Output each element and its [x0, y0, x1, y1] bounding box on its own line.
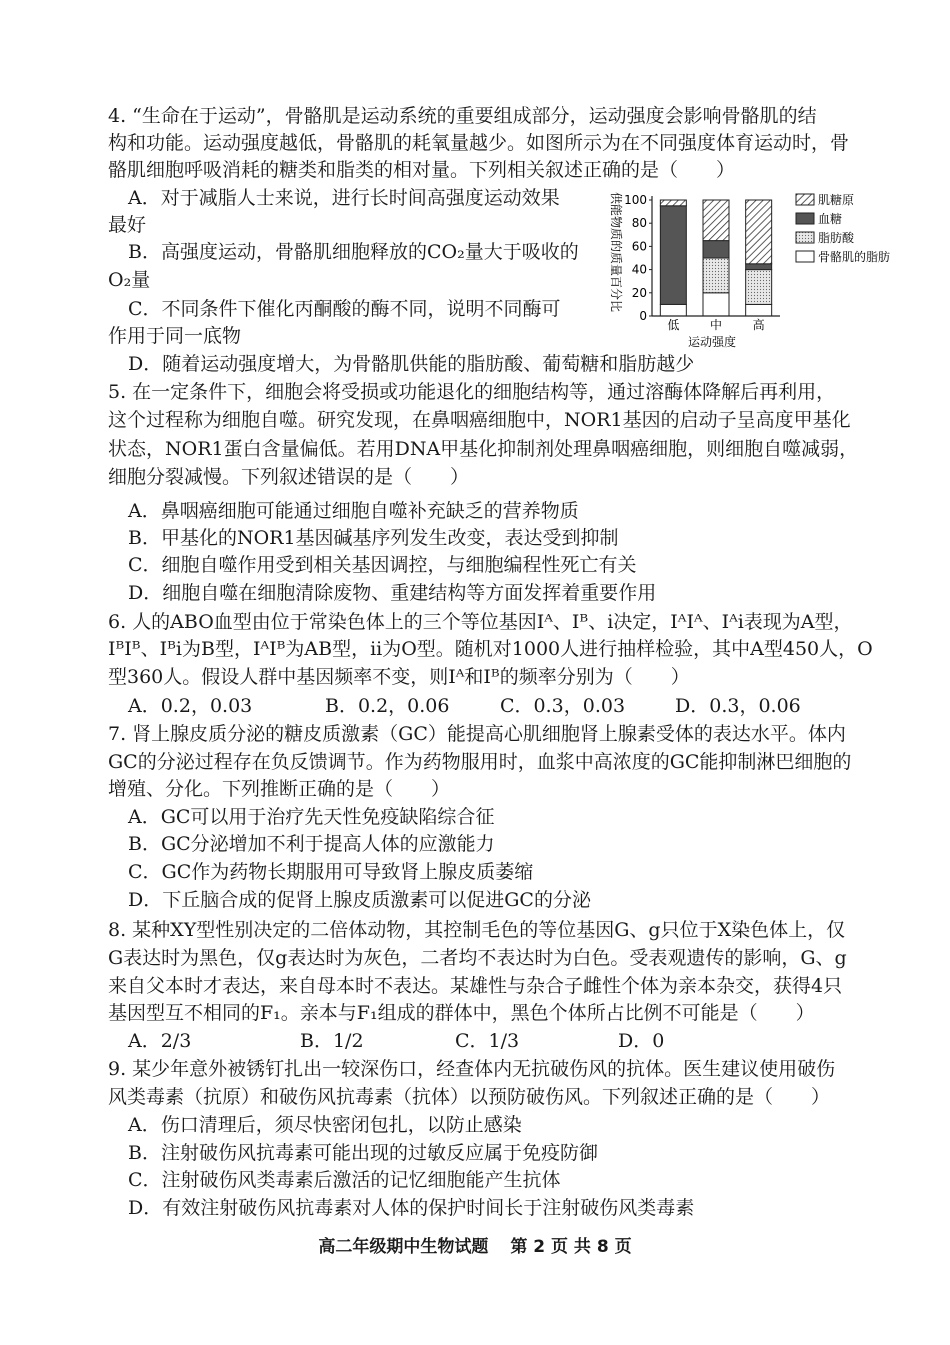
q8-stem-line-1: 8. 某种XY型性别决定的二倍体动物，其控制毛色的等位基因G、g只位于X染色体上，仅: [108, 919, 846, 941]
q5-stem-line-1: 5. 在一定条件下，细胞会将受损或功能退化的细胞结构等，通过溶酶体降解后再利用，: [108, 381, 836, 403]
q8-option-b: B．1/2: [300, 1030, 364, 1052]
q5-stem-line-4: 细胞分裂减慢。下列叙述错误的是（ ）: [108, 466, 470, 488]
q4-option-a: A．对于减脂人士来说，进行长时间高强度运动效果: [128, 187, 560, 209]
bar-segment: [703, 200, 729, 241]
bar-segment: [660, 200, 686, 206]
q8-stem-line-3: 来自父本时才表达，来自母本时不表达。某雄性与杂合子雌性个体为亲本杂交，获得4只: [108, 975, 843, 997]
legend-swatch: [796, 251, 814, 262]
q6-stem-line-3: 型360人。假设人群中基因频率不变，则Iᴬ和Iᴮ的频率分别为（ ）: [108, 666, 690, 688]
y-tick-label: 100: [624, 193, 647, 207]
q5-option-c: C．细胞自噬作用受到相关基因调控，与细胞编程性死亡有关: [128, 554, 637, 576]
x-tick-label: 高: [752, 318, 765, 332]
q4-stem-line-2: 构和功能。运动强度越低，骨骼肌的耗氧量越少。如图所示为在不同强度体育运动时，骨: [108, 132, 850, 154]
q9-option-c: C．注射破伤风类毒素后激活的记忆细胞能产生抗体: [128, 1169, 561, 1191]
bar-segment: [746, 200, 772, 264]
y-tick-label: 20: [631, 285, 647, 300]
q8-stem-line-2: G表达时为黑色，仅g表达时为灰色，二者均不表达时为白色。受表观遗传的影响，G、g: [108, 947, 847, 969]
x-tick-label: 低: [667, 318, 680, 332]
q4-option-c-cont: 作用于同一底物: [108, 325, 242, 347]
q5-option-b: B．甲基化的NOR1基因碱基序列发生改变，表达受到抑制: [128, 527, 619, 549]
legend-label: 肌糖原: [818, 193, 855, 207]
q4-option-b-cont: O₂量: [108, 269, 151, 291]
q7-option-d: D．下丘脑合成的促肾上腺皮质激素可以促进GC的分泌: [128, 889, 591, 911]
q5-option-d: D．细胞自噬在细胞清除废物、重建结构等方面发挥着重要作用: [128, 582, 657, 604]
legend-label: 骨骼肌的脂肪: [818, 250, 891, 264]
q6-option-a: A．0.2，0.03: [128, 695, 253, 717]
q8-option-d: D．0: [618, 1030, 665, 1052]
bar-segment: [660, 304, 686, 316]
exam-title: 高二年级期中生物试题: [318, 1237, 489, 1257]
q7-option-b: B．GC分泌增加不利于提高人体的应激能力: [128, 833, 495, 855]
y-tick-label: 40: [631, 262, 647, 277]
q6-option-d: D．0.3，0.06: [675, 695, 801, 717]
q8-option-a: A．2/3: [128, 1030, 192, 1052]
q7-stem-line-3: 增殖、分化。下列推断正确的是（ ）: [108, 778, 451, 800]
stacked-bar-chart: [600, 186, 900, 352]
bar-segment: [660, 206, 686, 305]
legend-swatch: [796, 194, 814, 205]
q9-option-a: A．伤口清理后，须尽快密闭包扎，以防止感染: [128, 1114, 522, 1136]
bar-segment: [703, 258, 729, 293]
q4-option-c: C．不同条件下催化丙酮酸的酶不同，说明不同酶可: [128, 298, 561, 320]
q5-stem-line-2: 这个过程称为细胞自噬。研究发现，在鼻咽癌细胞中，NOR1基因的启动子呈高度甲基化: [108, 409, 851, 431]
q8-option-c: C．1/3: [455, 1030, 520, 1052]
q5-option-a: A．鼻咽癌细胞可能通过细胞自噬补充缺乏的营养物质: [128, 500, 579, 522]
bar-segment: [746, 270, 772, 305]
bar-segment: [746, 304, 772, 316]
q4-option-a-cont: 最好: [108, 214, 147, 236]
legend-swatch: [796, 232, 814, 243]
q9-option-b: B．注射破伤风抗毒素可能出现的过敏反应属于免疫防御: [128, 1142, 598, 1164]
q5-stem-line-3: 状态，NOR1蛋白含量偏低。若用DNA甲基化抑制剂处理鼻咽癌细胞，则细胞自噬减弱，: [108, 438, 859, 460]
legend-label: 脂肪酸: [818, 231, 855, 245]
q9-stem-line-2: 风类毒素（抗原）和破伤风抗毒素（抗体）以预防破伤风。下列叙述正确的是（ ）: [108, 1086, 831, 1108]
page-number: 第 2 页 共 8 页: [510, 1237, 632, 1257]
q6-option-b: B．0.2，0.06: [325, 695, 450, 717]
q6-stem-line-1: 6. 人的ABO血型由位于常染色体上的三个等位基因Iᴬ、Iᴮ、i决定，IᴬIᴬ、Iᴬi表现为A型，: [108, 611, 853, 633]
q7-stem-line-1: 7. 肾上腺皮质分泌的糖皮质激素（GC）能提高心肌细胞肾上腺素受体的表达水平。体内: [108, 723, 846, 745]
bar-segment: [703, 241, 729, 258]
q6-option-c: C．0.3，0.03: [500, 695, 626, 717]
x-tick-label: 中: [709, 318, 723, 332]
y-tick-label: 60: [631, 239, 647, 254]
q7-option-c: C．GC作为药物长期服用可导致肾上腺皮质萎缩: [128, 861, 534, 883]
bar-segment: [746, 264, 772, 270]
y-tick-label: 0: [639, 309, 647, 323]
q4-option-d: D．随着运动强度增大，为骨骼肌供能的脂肪酸、葡萄糖和脂肪越少: [128, 353, 695, 375]
q4-stem-line-1: 4. “生命在于运动”，骨骼肌是运动系统的重要组成部分，运动强度会影响骨骼肌的结: [108, 105, 817, 127]
y-tick-label: 80: [631, 216, 647, 231]
q9-option-d: D．有效注射破伤风抗毒素对人体的保护时间长于注射破伤风类毒素: [128, 1197, 695, 1219]
q9-stem-line-1: 9. 某少年意外被锈钉扎出一较深伤口，经查体内无抗破伤风的抗体。医生建议使用破伤: [108, 1058, 836, 1080]
legend-label: 血糖: [818, 212, 843, 226]
bar-segment: [703, 293, 729, 316]
y-axis-label: 供能物质的质量百分比: [609, 191, 623, 313]
q6-stem-line-2: IᴮIᴮ、Iᴮi为B型，IᴬIᴮ为AB型，ii为O型。随机对1000人进行抽样检验，其中A型450人，O: [108, 638, 873, 660]
x-axis-label: 运动强度: [687, 335, 737, 349]
q7-stem-line-2: GC的分泌过程存在负反馈调节。作为药物服用时，血浆中高浓度的GC能抑制淋巴细胞的: [108, 751, 852, 773]
page-footer: [0, 1232, 950, 1257]
q7-option-a: A．GC可以用于治疗先天性免疫缺陷综合征: [128, 806, 495, 828]
legend-swatch: [796, 213, 814, 224]
q4-option-b: B．高强度运动，骨骼肌细胞释放的CO₂量大于吸收的: [128, 241, 579, 263]
q4-stem-line-3: 骼肌细胞呼吸消耗的糖类和脂类的相对量。下列相关叙述正确的是（ ）: [108, 159, 736, 181]
q8-stem-line-4: 基因型互不相同的F₁。亲本与F₁组成的群体中，黑色个体所占比例不可能是（ ）: [108, 1002, 815, 1024]
